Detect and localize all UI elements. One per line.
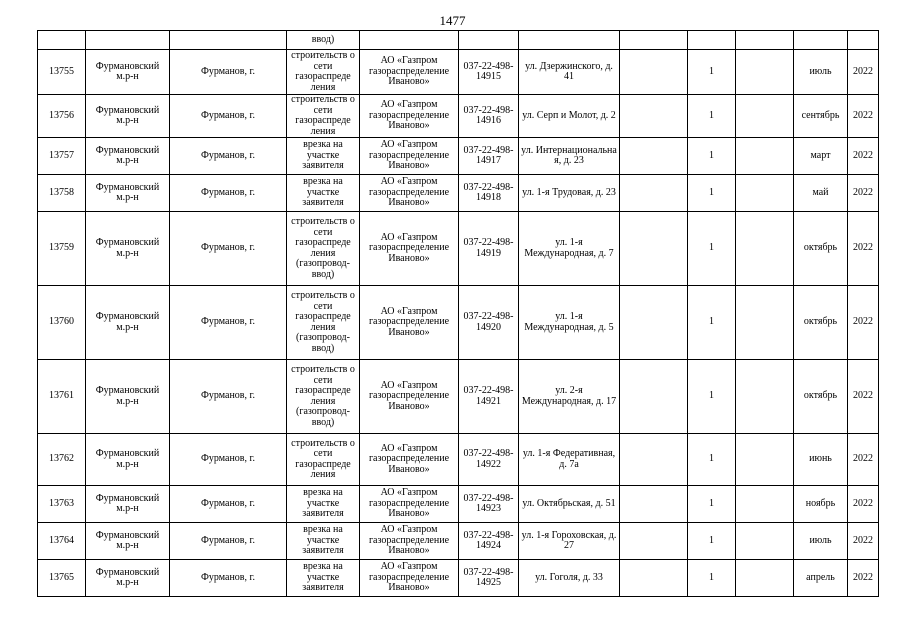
cell-month: апрель	[794, 560, 848, 597]
table-row-continued	[38, 31, 879, 50]
cell-num: 13757	[38, 138, 86, 175]
cell-district: Фурмановский м.р-н	[86, 360, 170, 434]
cell-col10: 1	[688, 286, 736, 360]
cell-num: 13765	[38, 560, 86, 597]
cell-col9	[620, 50, 688, 95]
cell-district: Фурмановский м.р-н	[86, 50, 170, 95]
cell-col11	[736, 523, 794, 560]
cell-col9	[620, 138, 688, 175]
cell-district: Фурмановский м.р-н	[86, 434, 170, 486]
cell-col11	[736, 286, 794, 360]
cell-col11	[736, 486, 794, 523]
cell-col11	[736, 360, 794, 434]
cell-method: строительств о сети газораспреде ления	[287, 434, 360, 486]
cell-org	[360, 31, 459, 50]
cell-year: 2022	[848, 138, 879, 175]
cell-code: 037-22-498-14922	[459, 434, 519, 486]
cell-org: АО «Газпром газораспределение Иваново»	[360, 486, 459, 523]
cell-col10: 1	[688, 212, 736, 286]
cell-method: строительств о сети газораспреде ления	[287, 50, 360, 95]
cell-code: 037-22-498-14923	[459, 486, 519, 523]
cell-col9	[620, 486, 688, 523]
cell-num: 13764	[38, 523, 86, 560]
table-row	[38, 138, 879, 175]
cell-org: АО «Газпром газораспределение Иваново»	[360, 523, 459, 560]
cell-locality: Фурманов, г.	[170, 138, 287, 175]
cell-col9	[620, 95, 688, 138]
cell-address: ул. Интернациональна я, д. 23	[519, 138, 620, 175]
cell-org: АО «Газпром газораспределение Иваново»	[360, 212, 459, 286]
cell-month: май	[794, 175, 848, 212]
cell-district: Фурмановский м.р-н	[86, 138, 170, 175]
table-row	[38, 360, 879, 434]
cell-col10: 1	[688, 560, 736, 597]
table-row	[38, 175, 879, 212]
cell-code: 037-22-498-14916	[459, 95, 519, 138]
cell-col10: 1	[688, 50, 736, 95]
cell-col10: 1	[688, 486, 736, 523]
cell-address: ул. 1-я Международная, д. 5	[519, 286, 620, 360]
cell-locality: Фурманов, г.	[170, 360, 287, 434]
table-row	[38, 486, 879, 523]
cell-col11	[736, 50, 794, 95]
cell-code: 037-22-498-14919	[459, 212, 519, 286]
cell-locality: Фурманов, г.	[170, 286, 287, 360]
cell-col10: 1	[688, 175, 736, 212]
cell-num: 13755	[38, 50, 86, 95]
cell-col11	[736, 212, 794, 286]
cell-col10: 1	[688, 95, 736, 138]
cell-code	[459, 31, 519, 50]
cell-method: ввод)	[287, 31, 360, 50]
cell-col9	[620, 560, 688, 597]
cell-month: октябрь	[794, 360, 848, 434]
cell-method: строительств о сети газораспреде ления (газопровод-ввод)	[287, 212, 360, 286]
cell-month: март	[794, 138, 848, 175]
cell-col11	[736, 175, 794, 212]
table-row	[38, 95, 879, 138]
cell-address: ул. 1-я Международная, д. 7	[519, 212, 620, 286]
cell-org: АО «Газпром газораспределение Иваново»	[360, 286, 459, 360]
cell-col9	[620, 286, 688, 360]
cell-year: 2022	[848, 50, 879, 95]
cell-month: июнь	[794, 434, 848, 486]
cell-method: строительств о сети газораспреде ления (газопровод-ввод)	[287, 286, 360, 360]
cell-org: АО «Газпром газораспределение Иваново»	[360, 360, 459, 434]
cell-district: Фурмановский м.р-н	[86, 175, 170, 212]
cell-locality: Фурманов, г.	[170, 50, 287, 95]
cell-district: Фурмановский м.р-н	[86, 486, 170, 523]
table-body	[38, 31, 879, 597]
cell-year: 2022	[848, 523, 879, 560]
table-row	[38, 560, 879, 597]
cell-col10: 1	[688, 360, 736, 434]
cell-locality: Фурманов, г.	[170, 434, 287, 486]
cell-col9	[620, 360, 688, 434]
cell-month: сентябрь	[794, 95, 848, 138]
cell-month: июль	[794, 50, 848, 95]
cell-num: 13758	[38, 175, 86, 212]
cell-code: 037-22-498-14918	[459, 175, 519, 212]
cell-method: врезка на участке заявителя	[287, 560, 360, 597]
cell-code: 037-22-498-14925	[459, 560, 519, 597]
cell-address: ул. 1-я Трудовая, д. 23	[519, 175, 620, 212]
cell-col11	[736, 95, 794, 138]
cell-code: 037-22-498-14920	[459, 286, 519, 360]
cell-locality: Фурманов, г.	[170, 560, 287, 597]
cell-code: 037-22-498-14924	[459, 523, 519, 560]
cell-col9	[620, 434, 688, 486]
cell-month: ноябрь	[794, 486, 848, 523]
cell-col10: 1	[688, 434, 736, 486]
cell-code: 037-22-498-14917	[459, 138, 519, 175]
table-row	[38, 50, 879, 95]
cell-year: 2022	[848, 360, 879, 434]
cell-org: АО «Газпром газораспределение Иваново»	[360, 434, 459, 486]
cell-year: 2022	[848, 434, 879, 486]
cell-col9	[620, 523, 688, 560]
cell-district: Фурмановский м.р-н	[86, 560, 170, 597]
cell-district: Фурмановский м.р-н	[86, 212, 170, 286]
cell-col9	[620, 212, 688, 286]
cell-locality: Фурманов, г.	[170, 95, 287, 138]
cell-num: 13761	[38, 360, 86, 434]
cell-year: 2022	[848, 175, 879, 212]
cell-locality: Фурманов, г.	[170, 486, 287, 523]
cell-col9	[620, 31, 688, 50]
table-row	[38, 434, 879, 486]
page-number: 1477	[439, 13, 466, 28]
cell-org: АО «Газпром газораспределение Иваново»	[360, 138, 459, 175]
cell-method: строительств о сети газораспреде ления (газопровод-ввод)	[287, 360, 360, 434]
cell-code: 037-22-498-14921	[459, 360, 519, 434]
cell-col10	[688, 31, 736, 50]
registry-table	[37, 30, 879, 597]
cell-num	[38, 31, 86, 50]
table-row	[38, 212, 879, 286]
cell-address: ул. Октябрьская, д. 51	[519, 486, 620, 523]
cell-address: ул. Серп и Молот, д. 2	[519, 95, 620, 138]
cell-col11	[736, 31, 794, 50]
table-row	[38, 523, 879, 560]
cell-district: Фурмановский м.р-н	[86, 286, 170, 360]
cell-address: ул. 1-я Гороховская, д. 27	[519, 523, 620, 560]
cell-address	[519, 31, 620, 50]
cell-num: 13759	[38, 212, 86, 286]
cell-locality: Фурманов, г.	[170, 212, 287, 286]
cell-locality: Фурманов, г.	[170, 523, 287, 560]
cell-org: АО «Газпром газораспределение Иваново»	[360, 175, 459, 212]
cell-locality	[170, 31, 287, 50]
cell-col9	[620, 175, 688, 212]
cell-address: ул. Гоголя, д. 33	[519, 560, 620, 597]
cell-address: ул. Дзержинского, д. 41	[519, 50, 620, 95]
cell-address: ул. 2-я Международная, д. 17	[519, 360, 620, 434]
cell-method: строительств о сети газораспреде ления	[287, 95, 360, 138]
cell-org: АО «Газпром газораспределение Иваново»	[360, 50, 459, 95]
cell-method: врезка на участке заявителя	[287, 138, 360, 175]
cell-method: врезка на участке заявителя	[287, 486, 360, 523]
cell-district	[86, 31, 170, 50]
cell-col11	[736, 138, 794, 175]
cell-num: 13762	[38, 434, 86, 486]
cell-col11	[736, 434, 794, 486]
cell-month: октябрь	[794, 212, 848, 286]
cell-col10: 1	[688, 138, 736, 175]
cell-col11	[736, 560, 794, 597]
cell-district: Фурмановский м.р-н	[86, 523, 170, 560]
cell-year	[848, 31, 879, 50]
cell-code: 037-22-498-14915	[459, 50, 519, 95]
cell-method: врезка на участке заявителя	[287, 523, 360, 560]
cell-locality: Фурманов, г.	[170, 175, 287, 212]
cell-year: 2022	[848, 212, 879, 286]
cell-year: 2022	[848, 486, 879, 523]
cell-num: 13763	[38, 486, 86, 523]
cell-month: октябрь	[794, 286, 848, 360]
cell-year: 2022	[848, 286, 879, 360]
cell-org: АО «Газпром газораспределение Иваново»	[360, 560, 459, 597]
cell-method: врезка на участке заявителя	[287, 175, 360, 212]
cell-org: АО «Газпром газораспределение Иваново»	[360, 95, 459, 138]
table-row	[38, 286, 879, 360]
cell-month	[794, 31, 848, 50]
cell-address: ул. 1-я Федеративная, д. 7а	[519, 434, 620, 486]
cell-num: 13760	[38, 286, 86, 360]
cell-num: 13756	[38, 95, 86, 138]
cell-month: июль	[794, 523, 848, 560]
cell-year: 2022	[848, 95, 879, 138]
cell-district: Фурмановский м.р-н	[86, 95, 170, 138]
cell-year: 2022	[848, 560, 879, 597]
cell-col10: 1	[688, 523, 736, 560]
